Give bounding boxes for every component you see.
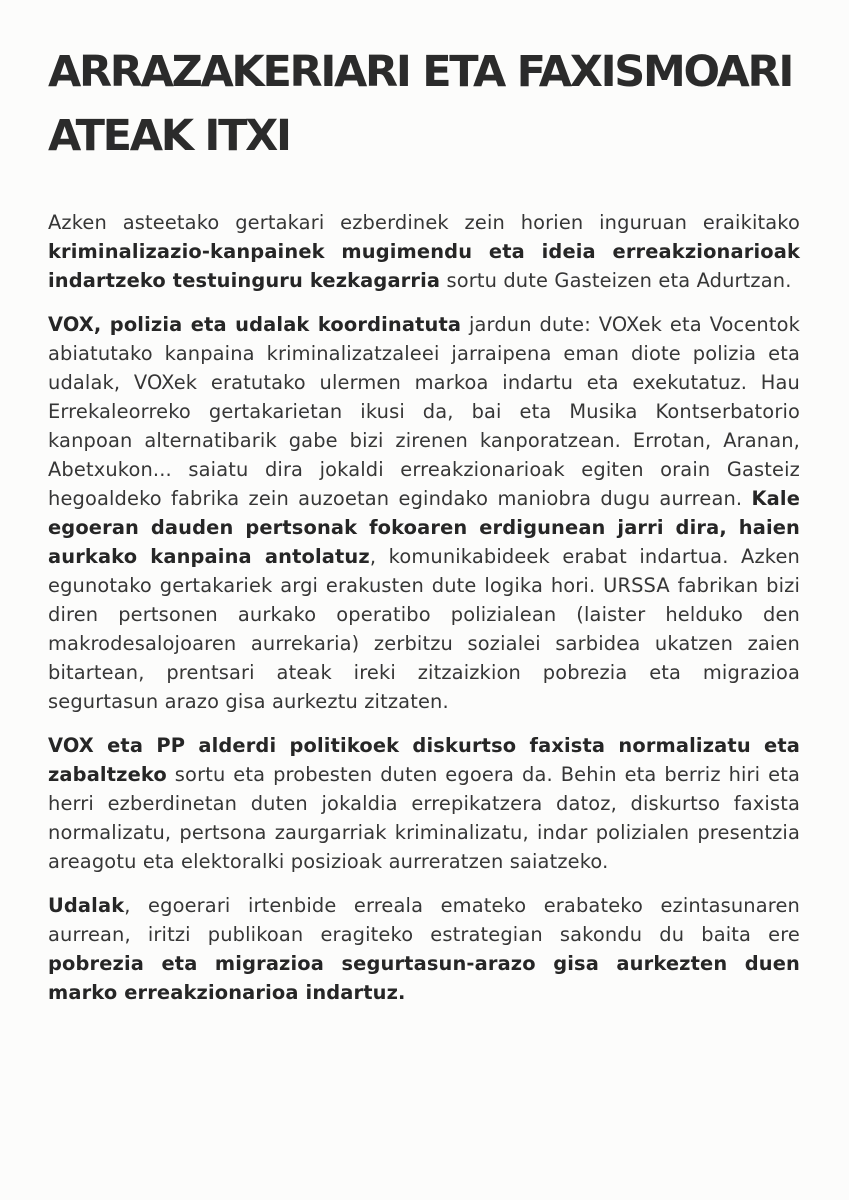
paragraph-3 [48, 731, 800, 876]
paragraph-3-text: sortu eta probesten duten egoera da. Behin eta berriz hiri eta herri ezberdinetan duten jokaldia errepikatzera datoz, diskurtso faxista normalizatu, pertsona zaurgarriak kriminalizatu, indar polizialen presentzia areagotu eta elektoralki posizioak aurreratzen saiatzeko. [48, 763, 800, 873]
article-body [48, 208, 800, 1022]
page-title-line-1: ARRAZAKERIARI ETA FAXISMOARI [48, 47, 793, 97]
paragraph-4 [48, 891, 800, 1007]
paragraph-2-emphasis-b: Kale egoeran dauden pertsonak fokoaren erdigunean jarri dira, haien aurkako kanpaina antolatuz [48, 487, 800, 568]
paragraph-2 [48, 310, 800, 716]
paragraph-3-emphasis: VOX eta PP alderdi politikoek diskurtso faxista normalizatu eta zabaltzeko [48, 734, 800, 786]
paragraph-4-text: , egoerari irtenbide erreala emateko erabateko ezintasunaren aurrean, iritzi publikoan eragiteko estrategian sakondu du baita ere [48, 894, 800, 946]
paragraph-1 [48, 208, 800, 295]
paragraph-2-emphasis-a: VOX, polizia eta udalak koordinatuta [48, 313, 462, 336]
paragraph-1-text-a: Azken asteetako gertakari ezberdinek zein horien inguruan eraikitako [48, 211, 800, 234]
page-title [48, 40, 808, 168]
paragraph-2-text-a: jardun dute: VOXek eta Vocentok abiatutako kanpaina kriminalizatzaleei jarraipena eman diote polizia eta udalak, VOXek eratutako ulermen markoa indartu eta exekutatuz. Hau Errekaleorreko gertakarietan ikusi da, bai eta Musika Kontserbatorio kanpoan alternatibarik gabe bizi zirenen kanporatzean. Errotan, Aranan, Abetxukon... saiatu dira jokaldi erreakzionarioak egiten orain Gasteiz hegoaldeko fabrika zein auzoetan egindako maniobra dugu aurrean. [48, 313, 800, 510]
paragraph-1-emphasis: kriminalizazio-kanpainek mugimendu eta ideia erreakzionarioak indartzeko testuinguru kezkagarria [48, 240, 800, 292]
paragraph-2-text-b: , komunikabideek erabat indartua. Azken egunotako gertakariek argi erakusten dute logika hori. URSSA fabrikan bizi diren pertsonen aurkako operatibo polizialean (laister helduko den makrodesalojoaren aurrekaria) zerbitzu sozialei sarbidea ukatzen zaien bitartean, prentsari ateak ireki zitzaizkion pobrezia eta migrazioa segurtasun arazo gisa aurkeztu zitzaten. [48, 545, 800, 713]
paragraph-4-emphasis-a: Udalak [48, 894, 125, 917]
paragraph-4-emphasis-b: pobrezia eta migrazioa segurtasun-arazo gisa aurkezten duen marko erreakzionarioa indartuz. [48, 952, 800, 1004]
paragraph-1-text-b: sortu dute Gasteizen eta Adurtzan. [440, 269, 792, 292]
page-title-line-2: ATEAK ITXI [48, 111, 290, 161]
